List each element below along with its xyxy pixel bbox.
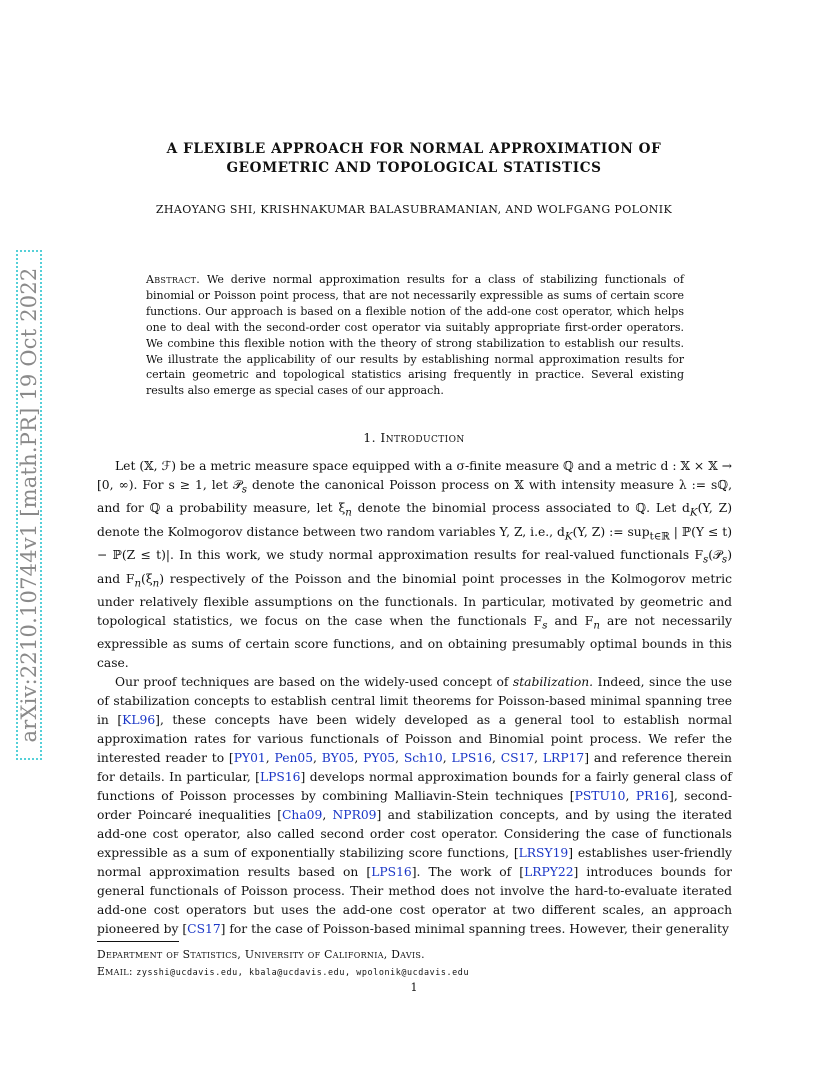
- section-title: Introduction: [380, 430, 465, 445]
- citation-link[interactable]: Cha09: [282, 807, 323, 822]
- abstract: [146, 272, 684, 399]
- citation-link[interactable]: Sch10: [403, 751, 443, 766]
- title-line-1: A FLEXIBLE APPROACH FOR NORMAL APPROXIMATION OF: [166, 141, 662, 157]
- page-number: 1: [410, 981, 418, 994]
- citation-link[interactable]: LPS16: [451, 751, 492, 766]
- paper-title: [100, 140, 728, 178]
- citation-link[interactable]: LPS16: [371, 864, 412, 879]
- citation-link[interactable]: Pen05: [274, 751, 314, 766]
- footnotes: [97, 946, 469, 981]
- citation-link[interactable]: CS17: [500, 751, 535, 766]
- footnote-email-label: Email:: [97, 965, 133, 978]
- citation-link[interactable]: PSTU10: [574, 788, 626, 803]
- citation-link[interactable]: PY05: [363, 751, 396, 766]
- citation-link[interactable]: LRP17: [542, 751, 585, 766]
- body-text: [97, 457, 732, 939]
- citation-link[interactable]: LPS16: [259, 770, 301, 785]
- paragraph-2: Our proof techniques are based on the widely-used concept of stabilization. Indeed, since the use of stabilization concepts to establish central limit theorems for Poisson-based minimal spanning tree in [KL96], these concepts have been widely developed as a general tool to establish normal approximation rates for various functionals of Poisson and Binomial point process. We refer the interested reader to [PY01, Pen05, BY05, PY05, Sch10, LPS16, CS17, LRP17] and reference therein for details. In particular, [LPS16] develops normal approximation bounds for a fairly general class of functions of Poisson processes by combining Malliavin-Stein techniques [PSTU10, PR16], second-order Poincaré inequalities [Cha09, NPR09] and stabilization concepts, and by using the iterated add-one cost operator, also called second order cost operator. Considering the case of functionals expressible as a sum of exponentially stabilizing score functions, [LRSY19] establishes user-friendly normal approximation results based on [LPS16]. The work of [LRPY22] introduces bounds for general functionals of Poisson process. Their method does not involve the hard-to-evaluate iterated add-one cost operators but uses the add-one cost operator at two different scales, an approach pioneered by [CS17] for the case of Poisson-based minimal spanning trees. However, their generality: [97, 675, 733, 936]
- footnote-email-line: [97, 963, 469, 981]
- author-list: ZHAOYANG SHI, KRISHNAKUMAR BALASUBRAMANIAN, AND WOLFGANG POLONIK: [155, 203, 673, 216]
- citation-link[interactable]: LRSY19: [518, 845, 569, 860]
- section-heading: [100, 430, 728, 445]
- citation-link[interactable]: CS17: [187, 921, 221, 936]
- abstract-label: Abstract.: [146, 273, 201, 286]
- footnote-emails[interactable]: zysshi@ucdavis.edu, kbala@ucdavis.edu, wpolonik@ucdavis.edu: [136, 967, 470, 977]
- citation-link[interactable]: KL96: [122, 713, 156, 728]
- citation-link[interactable]: BY05: [321, 751, 355, 766]
- arxiv-identifier[interactable]: arXiv:2210.10744v1 [math.PR] 19 Oct 2022: [17, 267, 41, 743]
- title-line-2: GEOMETRIC AND TOPOLOGICAL STATISTICS: [226, 160, 602, 176]
- section-number: 1.: [363, 430, 377, 445]
- citation-link[interactable]: NPR09: [332, 807, 377, 822]
- emph-stabilization: stabilization.: [512, 675, 594, 690]
- paragraph-1: Let (𝕏, ℱ) be a metric measure space equipped with a σ-finite measure ℚ and a metric d : 𝕏 × 𝕏 → [0, ∞). For s ≥ 1, let 𝒫$_s$ denote the canonical Poisson process on 𝕏 with intensity measure λ := sℚ, and for ℚ a probability measure, let $\xi_n$ denote the binomial process associated to ℚ. Let $d_K(Y$, Z) denote the Kolmogorov distance between two random variables Y, Z, i.e., $d_K(Y$, Z) := sup$_{t\in ℝ}$ | ℙ(Y ≤ t) − ℙ(Z ≤ t)|. In this work, we study normal approximation results for real-valued functionals $F_s(𝒫_s)$ and $F_n(\xi_n)$ respectively of the Poisson and the binomial point processes in the Kolmogorov metric under relatively flexible assumptions on the functionals. In particular, motivated by geometric and topological statistics, we focus on the case when the functionals $F_s$ and $F_n$ are not necessarily expressible as sums of certain score functions, and on obtaining presumably optimal bounds in this case.: [97, 459, 733, 671]
- citation-link[interactable]: PR16: [635, 788, 670, 803]
- arxiv-stamp: [14, 250, 44, 760]
- citation-link[interactable]: LRPY22: [524, 864, 574, 879]
- abstract-text: We derive normal approximation results for a class of stabilizing functionals of binomial or Poisson point process, that are not necessarily expressible as sums of certain score functions. Our approach is based on a flexible notion of the add-one cost operator, which helps one to deal with the second-order cost operator via suitably appropriate first-order operators. We combine this flexible notion with the theory of strong stabilization to establish our results. We illustrate the applicability of our results by establishing normal approximation results for certain geometric and topological statistics arising frequently in practice. Several existing results also emerge as special cases of our approach.: [146, 273, 684, 398]
- footnote-rule: [97, 941, 179, 942]
- citation-link[interactable]: PY01: [233, 751, 266, 766]
- footnote-affiliation: Department of Statistics, University of California, Davis.: [97, 948, 425, 961]
